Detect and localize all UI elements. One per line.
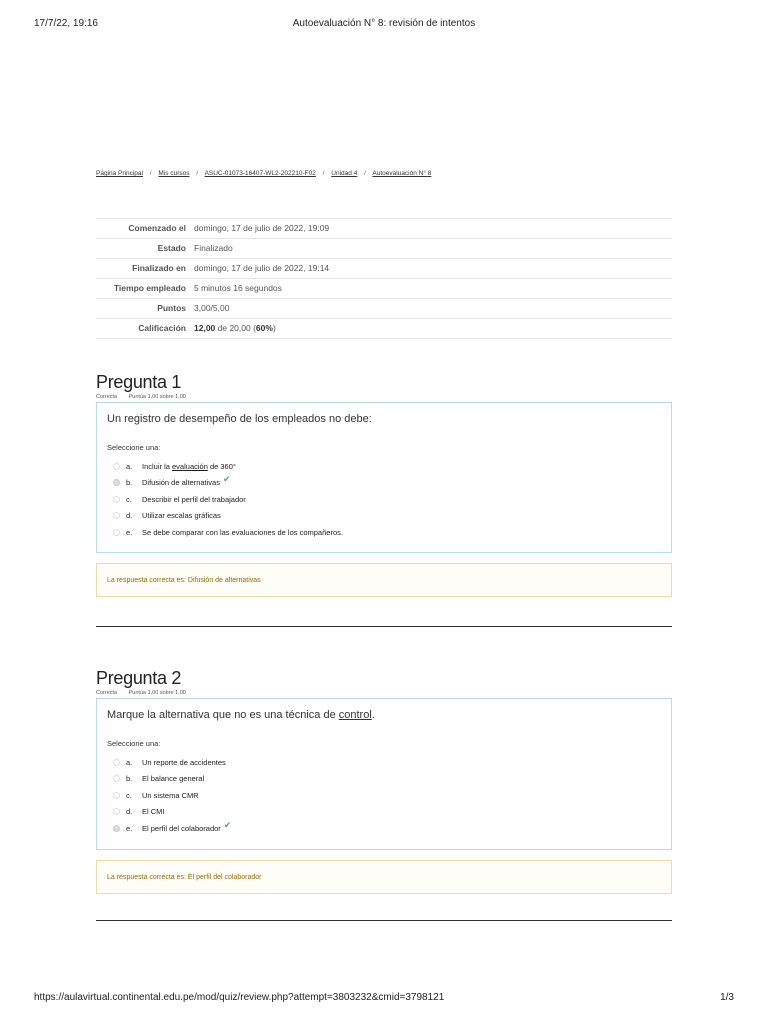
breadcrumb-separator: / bbox=[322, 170, 325, 177]
question-title: Pregunta 1 bbox=[96, 372, 182, 392]
breadcrumb-separator: / bbox=[149, 170, 152, 177]
question-text-end: . bbox=[371, 709, 375, 721]
option-text: El CMI bbox=[142, 807, 165, 817]
checkmark-icon: ✔ bbox=[223, 819, 232, 830]
print-header bbox=[34, 18, 734, 32]
question-title: Pregunta 2 bbox=[96, 668, 182, 688]
summary-row-marks bbox=[96, 299, 672, 319]
answer-option-a[interactable] bbox=[107, 754, 661, 771]
option-letter: e. bbox=[126, 823, 133, 833]
summary-value bbox=[190, 319, 672, 339]
summary-value: Finalizado bbox=[190, 239, 672, 259]
question-1 bbox=[96, 372, 672, 597]
option-text: Describir el perfil del trabajador bbox=[142, 494, 246, 504]
radio-icon[interactable] bbox=[113, 808, 120, 815]
grade-close: ) bbox=[272, 323, 276, 333]
option-letter: b. bbox=[126, 774, 133, 784]
option-text: Utilizar escalas gráficas bbox=[142, 511, 221, 521]
checkmark-icon: ✔ bbox=[222, 474, 231, 485]
question-divider bbox=[96, 626, 672, 627]
answer-option-c[interactable] bbox=[107, 491, 661, 508]
summary-value: 3,00/5,00 bbox=[190, 299, 672, 319]
option-letter: c. bbox=[126, 494, 132, 504]
radio-icon[interactable] bbox=[113, 775, 120, 782]
answer-option-d[interactable] bbox=[107, 804, 661, 821]
summary-value: 5 minutos 16 segundos bbox=[190, 279, 672, 299]
option-letter: d. bbox=[126, 807, 133, 817]
radio-icon[interactable] bbox=[113, 529, 120, 536]
breadcrumb-quiz-link[interactable]: Autoevaluación N° 8 bbox=[372, 170, 432, 177]
answer-option-c[interactable] bbox=[107, 787, 661, 804]
grade-percent: 60% bbox=[255, 323, 273, 333]
question-state: Correcta bbox=[96, 394, 118, 400]
print-title: Autoevaluación N° 8: revisión de intentos bbox=[292, 18, 476, 29]
print-footer bbox=[34, 992, 734, 1006]
grade-out-of: de 20,00 ( bbox=[215, 323, 256, 333]
question-text-main: Marque la alternativa que no es una técnica de bbox=[107, 709, 339, 721]
summary-row-time-taken bbox=[96, 279, 672, 299]
question-text bbox=[107, 413, 661, 425]
option-text: Un reporte de accidentes bbox=[142, 757, 226, 767]
question-state: Correcta bbox=[96, 690, 118, 696]
option-text: Un sistema CMR bbox=[142, 790, 199, 800]
correct-answer-feedback: La respuesta correcta es: El perfil del colaborador bbox=[96, 860, 672, 894]
summary-row-grade bbox=[96, 319, 672, 339]
summary-label: Finalizado en bbox=[96, 259, 190, 279]
radio-icon[interactable] bbox=[113, 825, 120, 832]
summary-row-completed bbox=[96, 259, 672, 279]
summary-value: domingo, 17 de julio de 2022, 19:14 bbox=[190, 259, 672, 279]
question-info bbox=[96, 690, 672, 698]
attempt-summary-table bbox=[96, 218, 672, 339]
question-divider bbox=[96, 920, 672, 921]
breadcrumb-separator: / bbox=[364, 170, 366, 177]
radio-icon[interactable] bbox=[113, 463, 120, 470]
question-grade: Puntúa 1,00 sobre 1,00 bbox=[128, 690, 186, 696]
question-2 bbox=[96, 668, 672, 894]
option-text: El perfil del colaborador bbox=[142, 823, 221, 833]
grade-value: 12,00 bbox=[194, 323, 216, 333]
answer-option-a[interactable] bbox=[107, 458, 661, 475]
breadcrumb-unit-link[interactable]: Unidad 4 bbox=[331, 170, 358, 177]
print-url: https://aulavirtual.continental.edu.pe/mod/quiz/review.php?attempt=3803232&cmid=3798121 bbox=[34, 992, 445, 1003]
summary-label: Estado bbox=[96, 239, 190, 259]
option-letter: e. bbox=[126, 527, 133, 537]
question-info bbox=[96, 394, 672, 402]
print-page-number: 1/3 bbox=[720, 992, 734, 1003]
answer-option-e[interactable] bbox=[107, 524, 661, 541]
question-text-main: Un registro de desempeño de los empleados no debe: bbox=[107, 413, 372, 425]
option-letter: c. bbox=[126, 790, 132, 800]
breadcrumb-course-link[interactable]: ASUC-01073-16407-WL2-202210-F02 bbox=[204, 170, 316, 177]
option-text: Se debe comparar con las evaluaciones de los compañeros. bbox=[142, 527, 343, 537]
summary-label: Tiempo empleado bbox=[96, 279, 190, 299]
answer-prompt: Seleccione una: bbox=[107, 739, 161, 748]
option-text: Incluir la evaluación de 360° bbox=[142, 461, 236, 471]
question-content bbox=[96, 402, 672, 553]
radio-icon[interactable] bbox=[113, 792, 120, 799]
correct-answer-feedback: La respuesta correcta es: Difusión de alternativas bbox=[96, 563, 672, 597]
answer-option-b[interactable] bbox=[107, 771, 661, 788]
option-letter: b. bbox=[126, 478, 133, 488]
answer-option-d[interactable] bbox=[107, 508, 661, 525]
option-text: Difusión de alternativas bbox=[142, 478, 220, 488]
radio-icon[interactable] bbox=[113, 479, 120, 486]
summary-label: Puntos bbox=[96, 299, 190, 319]
print-date: 17/7/22, 19:16 bbox=[34, 18, 98, 29]
breadcrumb-home-link[interactable]: Página Principal bbox=[96, 170, 143, 177]
answer-prompt: Seleccione una: bbox=[107, 443, 161, 452]
radio-icon[interactable] bbox=[113, 759, 120, 766]
radio-icon[interactable] bbox=[113, 496, 120, 503]
answer-option-e[interactable] bbox=[107, 820, 661, 837]
question-content bbox=[96, 698, 672, 850]
radio-icon[interactable] bbox=[113, 512, 120, 519]
option-letter: a. bbox=[126, 757, 133, 767]
question-grade: Puntúa 1,00 sobre 1,00 bbox=[128, 394, 186, 400]
summary-row-started bbox=[96, 219, 672, 239]
option-letter: a. bbox=[126, 461, 133, 471]
option-letter: d. bbox=[126, 511, 133, 521]
summary-label: Calificación bbox=[96, 319, 190, 339]
summary-row-state bbox=[96, 239, 672, 259]
breadcrumb-separator: / bbox=[196, 170, 199, 177]
breadcrumb-my-courses-link[interactable]: Mis cursos bbox=[158, 170, 190, 177]
question-text-link[interactable]: control bbox=[338, 709, 372, 721]
question-text bbox=[107, 709, 661, 721]
summary-value: domingo, 17 de julio de 2022, 19:09 bbox=[190, 219, 672, 239]
option-text: El balance general bbox=[142, 774, 205, 784]
summary-label: Comenzado el bbox=[96, 219, 190, 239]
answer-option-b[interactable] bbox=[107, 475, 661, 492]
breadcrumb bbox=[96, 170, 431, 177]
